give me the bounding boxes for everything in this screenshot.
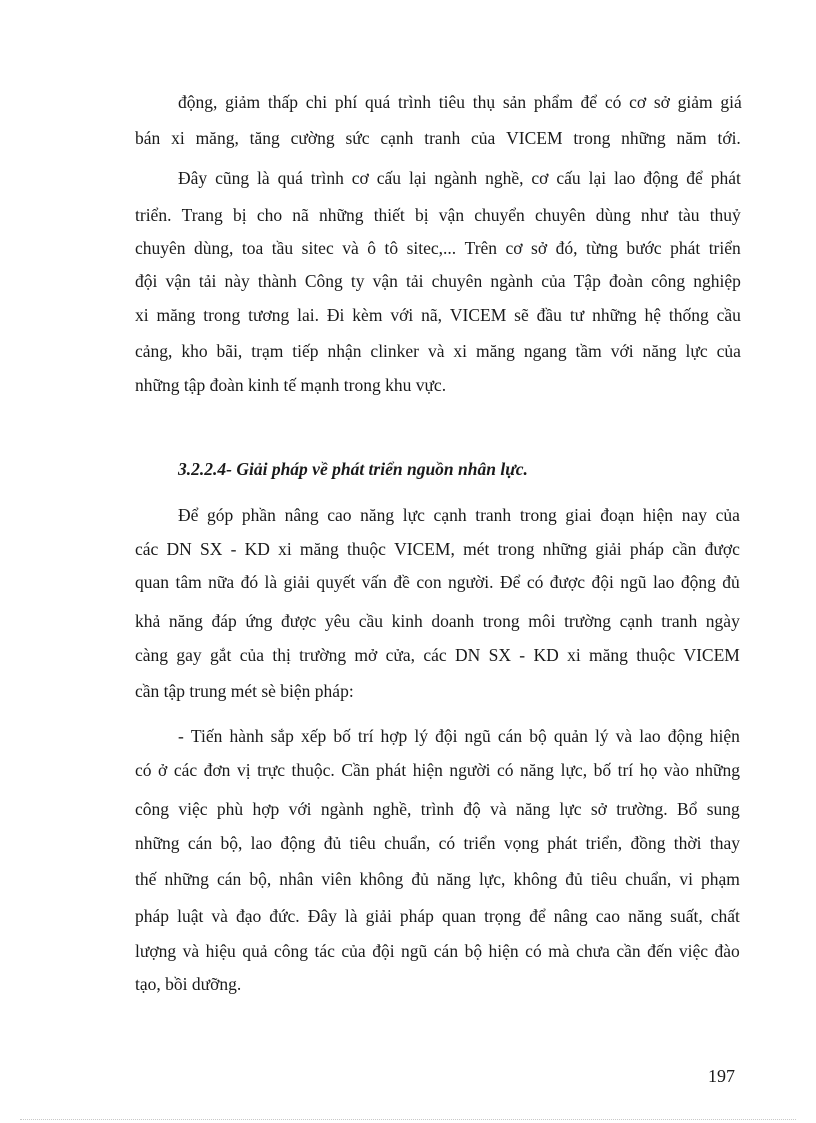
text-line: những tập đoàn kinh tế mạnh trong khu vực.: [135, 375, 447, 395]
text-line: các DN SX - KD xi măng thuộc VICEM, mét trong những giải pháp cần được: [135, 539, 740, 559]
section-heading: 3.2.2.4- Giải pháp về phát triển nguồn nhân lực.: [178, 459, 528, 479]
text-line: có ở các đơn vị trực thuộc. Cần phát hiện người có năng lực, bố trí họ vào những: [135, 760, 740, 780]
text-line: quan tâm nữa đó là giải quyết vấn đề con người. Để có được đội ngũ lao động đủ: [135, 572, 740, 592]
text-line: Để góp phần nâng cao năng lực cạnh tranh trong giai đoạn hiện nay của: [178, 505, 740, 525]
text-line: công việc phù hợp với ngành nghề, trình độ và năng lực sở trường. Bổ sung: [135, 799, 740, 819]
text-line: tạo, bồi dưỡng.: [135, 974, 242, 994]
text-line: bán xi măng, tăng cường sức cạnh tranh của VICEM trong những năm tới.: [135, 128, 741, 148]
page-number: 197: [708, 1066, 735, 1086]
text-line: cảng, kho bãi, trạm tiếp nhận clinker và xi măng ngang tầm với năng lực của: [135, 341, 741, 361]
text-line: - Tiến hành sắp xếp bố trí hợp lý đội ngũ cán bộ quản lý và lao động hiện: [178, 726, 740, 746]
text-line: động, giảm thấp chi phí quá trình tiêu thụ sản phẩm để có cơ sở giảm giá: [178, 92, 742, 112]
text-line: càng gay gắt của thị trường mở cửa, các DN SX - KD xi măng thuộc VICEM: [135, 645, 740, 665]
text-line: khả năng đáp ứng được yêu cầu kinh doanh trong môi trường cạnh tranh ngày: [135, 611, 740, 631]
page-bottom-divider: [20, 1119, 796, 1120]
text-line: pháp luật và đạo đức. Đây là giải pháp quan trọng để nâng cao năng suất, chất: [135, 906, 740, 926]
text-line: cần tập trung mét sè biện pháp:: [135, 681, 354, 701]
text-line: những cán bộ, lao động đủ tiêu chuẩn, có triển vọng phát triển, đồng thời thay: [135, 833, 740, 853]
text-line: thế những cán bộ, nhân viên không đủ năng lực, không đủ tiêu chuẩn, vi phạm: [135, 869, 740, 889]
text-line: đội vận tải này thành Công ty vận tải chuyên ngành của Tập đoàn công nghiệp: [135, 271, 741, 291]
text-line: lượng và hiệu quả công tác của đội ngũ cán bộ hiện có mà chưa cần đến việc đào: [135, 941, 740, 961]
text-line: Đây cũng là quá trình cơ cấu lại ngành nghề, cơ cấu lại lao động để phát: [178, 168, 741, 188]
text-line: chuyên dùng, toa tầu sitec và ô tô sitec,... Trên cơ sở đó, từng bước phát triển: [135, 238, 741, 258]
text-line: xi măng trong tương lai. Đi kèm với nã, VICEM sẽ đầu tư những hệ thống cầu: [135, 305, 741, 325]
text-line: triển. Trang bị cho nã những thiết bị vận chuyển chuyên dùng như tàu thuỷ: [135, 205, 741, 225]
